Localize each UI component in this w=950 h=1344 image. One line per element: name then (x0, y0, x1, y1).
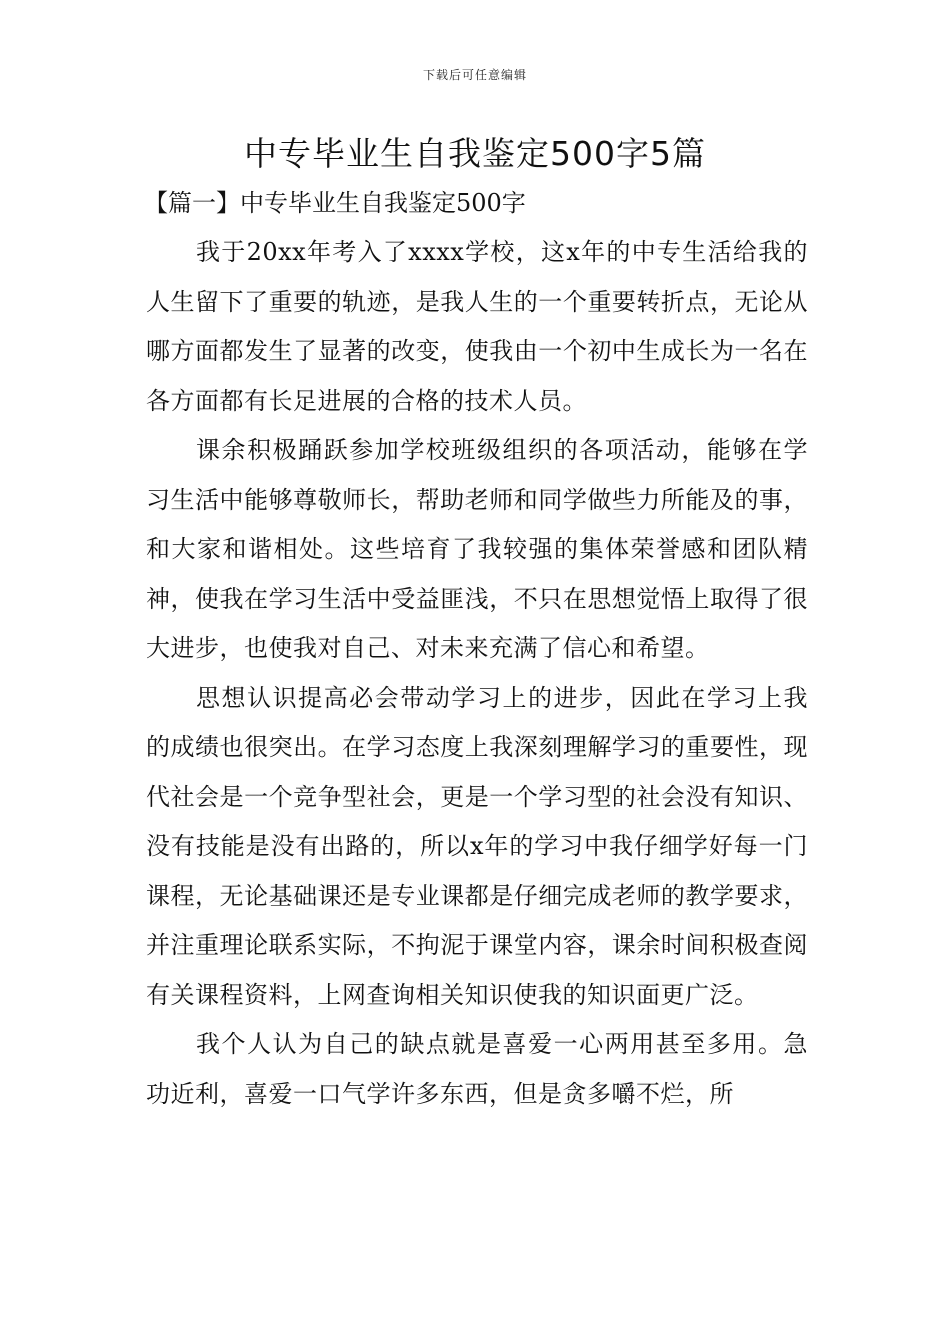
document-body (146, 228, 808, 1119)
paragraph-2: 课余积极踊跃参加学校班级组织的各项活动，能够在学习生活中能够尊敬师长，帮助老师和同学做些力所能及的事，和大家和谐相处。这些培育了我较强的集体荣誉感和团队精神，使我在学习生活中受益匪浅，不只在思想觉悟上取得了很大进步，也使我对自己、对未来充满了信心和希望。 (146, 436, 808, 662)
section-heading: 【篇一】中专毕业生自我鉴定500字 (144, 189, 526, 217)
header-note: 下载后可任意编辑 (422, 68, 527, 82)
document-title: 中专毕业生自我鉴定500字5篇 (244, 134, 706, 173)
paragraph-4: 我个人认为自己的缺点就是喜爱一心两用甚至多用。急功近利，喜爱一口气学许多东西，但是贪多嚼不烂，所 (146, 1030, 808, 1108)
paragraph-3: 思想认识提高必会带动学习上的进步，因此在学习上我的成绩也很突出。在学习态度上我深刻理解学习的重要性，现代社会是一个竞争型社会，更是一个学习型的社会没有知识、没有技能是没有出路的，所以x年的学习中我仔细学好每一门课程，无论基础课还是专业课都是仔细完成老师的教学要求，并注重理论联系实际，不拘泥于课堂内容，课余时间积极查阅有关课程资料，上网查询相关知识使我的知识面更广泛。 (146, 683, 808, 1009)
paragraph-1: 我于20xx年考入了xxxx学校，这x年的中专生活给我的人生留下了重要的轨迹，是我人生的一个重要转折点，无论从哪方面都发生了显著的改变，使我由一个初中生成长为一名在各方面都有长足进展的合格的技术人员。 (146, 238, 808, 415)
